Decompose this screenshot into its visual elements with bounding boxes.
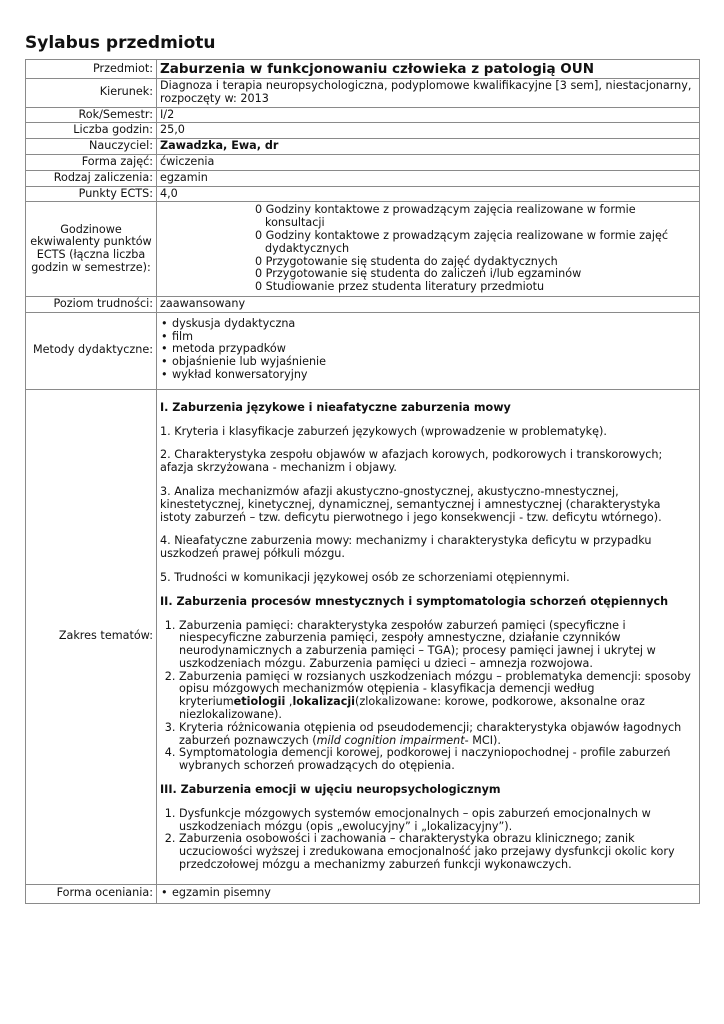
topic-paragraph: 5. Trudności w komunikacji językowej osób ze schorzeniami otępiennymi. — [160, 570, 570, 584]
list-item: • wykład konwersatoryjny — [160, 369, 696, 382]
syllabus-table — [25, 59, 700, 904]
list-item: 1. Dysfunkcje mózgowych systemów emocjonalnych – opis zaburzeń emocjonalnych w uszkodzeniach mózgu (opis „ewolucyjny” i „lokalizacyjny”). — [179, 808, 693, 834]
hours-list — [157, 202, 700, 297]
ocenianie-list — [160, 887, 696, 900]
item-text: , — [285, 695, 293, 709]
row-zakres — [26, 389, 700, 884]
item-text-italic: mild cognition impairment — [316, 733, 465, 747]
metody-cell — [157, 312, 700, 389]
item-text-bold: etiologii — [233, 695, 286, 709]
row-ects — [26, 186, 700, 202]
value-ects: 4,0 — [157, 186, 700, 202]
value-forma: ćwiczenia — [157, 154, 700, 170]
topic-paragraph: 1. Kryteria i klasyfikacje zaburzeń językowych (wprowadzenie w problematykę). — [160, 424, 607, 438]
hours-item: 0 Godziny kontaktowe z prowadzącym zajęcia realizowane w formie konsultacji — [255, 203, 636, 230]
label-godziny: Liczba godzin: — [26, 123, 157, 139]
label-poziom: Poziom trudności: — [26, 296, 157, 312]
page-title: Sylabus przedmiotu — [25, 33, 216, 53]
section-2-list — [160, 620, 693, 774]
value-godziny: 25,0 — [157, 123, 700, 139]
row-godziny — [26, 123, 700, 139]
value-przedmiot: Zaburzenia w funkcjonowaniu człowieka z patologią OUN — [157, 60, 700, 79]
label-metody: Metody dydaktyczne: — [26, 312, 157, 389]
row-kierunek — [26, 79, 700, 108]
value-zaliczenie: egzamin — [157, 170, 700, 186]
list-item: • film — [160, 331, 696, 344]
hours-item: 0 Przygotowanie się studenta do zajęć dydaktycznych — [255, 254, 558, 268]
value-kierunek: Diagnoza i terapia neuropsychologiczna, podyplomowe kwalifikacyjne [3 sem], niestacjonarny, rozpoczęty w: 2013 — [157, 79, 700, 108]
value-nauczyciel: Zawadzka, Ewa, dr — [157, 139, 700, 155]
topic-paragraph: 4. Nieafatyczne zaburzenia mowy: mechanizmy i charakterystyka deficytu w przypadku uszkodzeń prawej półkuli mózgu. — [160, 534, 652, 561]
list-item: • dyskusja dydaktyczna — [160, 318, 696, 331]
item-text: Kryteria różnicowania otępienia od pseudodemencji; charakterystyka objawów łagodnych zaburzeń poznawczych ( — [179, 720, 682, 747]
label-zaliczenie: Rodzaj zaliczenia: — [26, 170, 157, 186]
label-rok: Rok/Semestr: — [26, 107, 157, 123]
list-item: • objaśnienie lub wyjaśnienie — [160, 356, 696, 369]
row-rok — [26, 107, 700, 123]
item-text: (zlokalizowane: korowe, podkorowe, aksonalne oraz niezlokalizowane). — [179, 695, 645, 722]
topic-paragraph: 2. Charakterystyka zespołu objawów w afazjach korowych, podkorowych i transkorowych; afazja skrzyżowana - mechanizm i objawy. — [160, 448, 663, 475]
row-zaliczenie — [26, 170, 700, 186]
hours-item: 0 Przygotowanie się studenta do zaliczeń i/lub egzaminów — [255, 267, 582, 281]
list-item: 1. Zaburzenia pamięci: charakterystyka zespołów zaburzeń pamięci (specyficzne i niespecyficzne zaburzenia pamięci, zespoły amnestyczne, działanie czynników neurodynamicznych a zaburzenia pamięci – TGA); procesy pamięci jawnej i ukrytej w uszkodzeniach mózgu. Zaburzenia pamięci u dzieci – amnezja rozwojowa. — [179, 620, 693, 671]
list-item: 4. Symptomatologia demencji korowej, podkorowej i naczyniopochodnej - profile zaburzeń wybranych schorzeń prowadzących do otępienia. — [179, 747, 693, 773]
label-przedmiot: Przedmiot: — [26, 60, 157, 79]
label-forma: Forma zajęć: — [26, 154, 157, 170]
section-2-heading: II. Zaburzenia procesów mnestycznych i symptomatologia schorzeń otępiennych — [160, 594, 669, 608]
label-ects: Punkty ECTS: — [26, 186, 157, 202]
row-poziom — [26, 296, 700, 312]
list-item: • metoda przypadków — [160, 343, 696, 356]
row-przedmiot — [26, 60, 700, 79]
label-ekwiwalenty: Godzinowe ekwiwalenty punktów ECTS (łączna liczba godzin w semestrze): — [26, 202, 157, 297]
label-nauczyciel: Nauczyciel: — [26, 139, 157, 155]
value-poziom: zaawansowany — [157, 296, 700, 312]
label-ocenianie: Forma oceniania: — [26, 884, 157, 903]
section-3-heading: III. Zaburzenia emocji w ujęciu neuropsychologicznym — [160, 783, 501, 797]
row-ocenianie — [26, 884, 700, 903]
metody-list — [160, 318, 696, 382]
item-text-bold: lokalizacji — [292, 695, 355, 709]
label-zakres: Zakres tematów: — [26, 389, 157, 884]
label-kierunek: Kierunek: — [26, 79, 157, 108]
list-item — [179, 722, 693, 748]
hours-item: 0 Studiowanie przez studenta literatury przedmiotu — [255, 280, 545, 294]
list-item — [179, 671, 693, 722]
list-item: 2. Zaburzenia osobowości i zachowania – charakterystyka obrazu klinicznego; zanik uczuciowości wyższej i zredukowana emocjonalność jako przejawy dysfunkcji okolic kory przedczołowej mózgu a mechanizmy zaburzeń funkcji wykonawczych. — [179, 833, 693, 871]
row-nauczyciel — [26, 139, 700, 155]
value-rok: I/2 — [157, 107, 700, 123]
topic-paragraph: 3. Analiza mechanizmów afazji akustyczno-gnostycznej, akustyczno-mnestycznej, kinestetycznej, kinetycznej, dynamicznej, semantycznej i amnestycznej (charakterystyka istoty zaburzeń – tzw. deficytu pierwotnego i jego konsekwencji - tzw. deficytu wtórnego). — [160, 484, 662, 524]
item-text: Zaburzenia pamięci w rozsianych uszkodzeniach mózgu – problematyka demencji: sposoby opisu mózgowych mechanizmów otępienia - klasyfikacja demencji według kryterium — [179, 669, 691, 709]
hours-item: 0 Godziny kontaktowe z prowadzącym zajęcia realizowane w formie zajęć dydaktycznych — [255, 228, 669, 255]
row-forma — [26, 154, 700, 170]
topics-cell — [157, 389, 700, 884]
list-item: • egzamin pisemny — [160, 887, 696, 900]
section-3-list — [160, 808, 693, 872]
row-metody — [26, 312, 700, 389]
row-ekwiwalenty — [26, 202, 700, 297]
section-1-heading: I. Zaburzenia językowe i nieafatyczne zaburzenia mowy — [160, 400, 511, 414]
item-text: - MCI). — [464, 733, 501, 747]
ocenianie-cell — [157, 884, 700, 903]
